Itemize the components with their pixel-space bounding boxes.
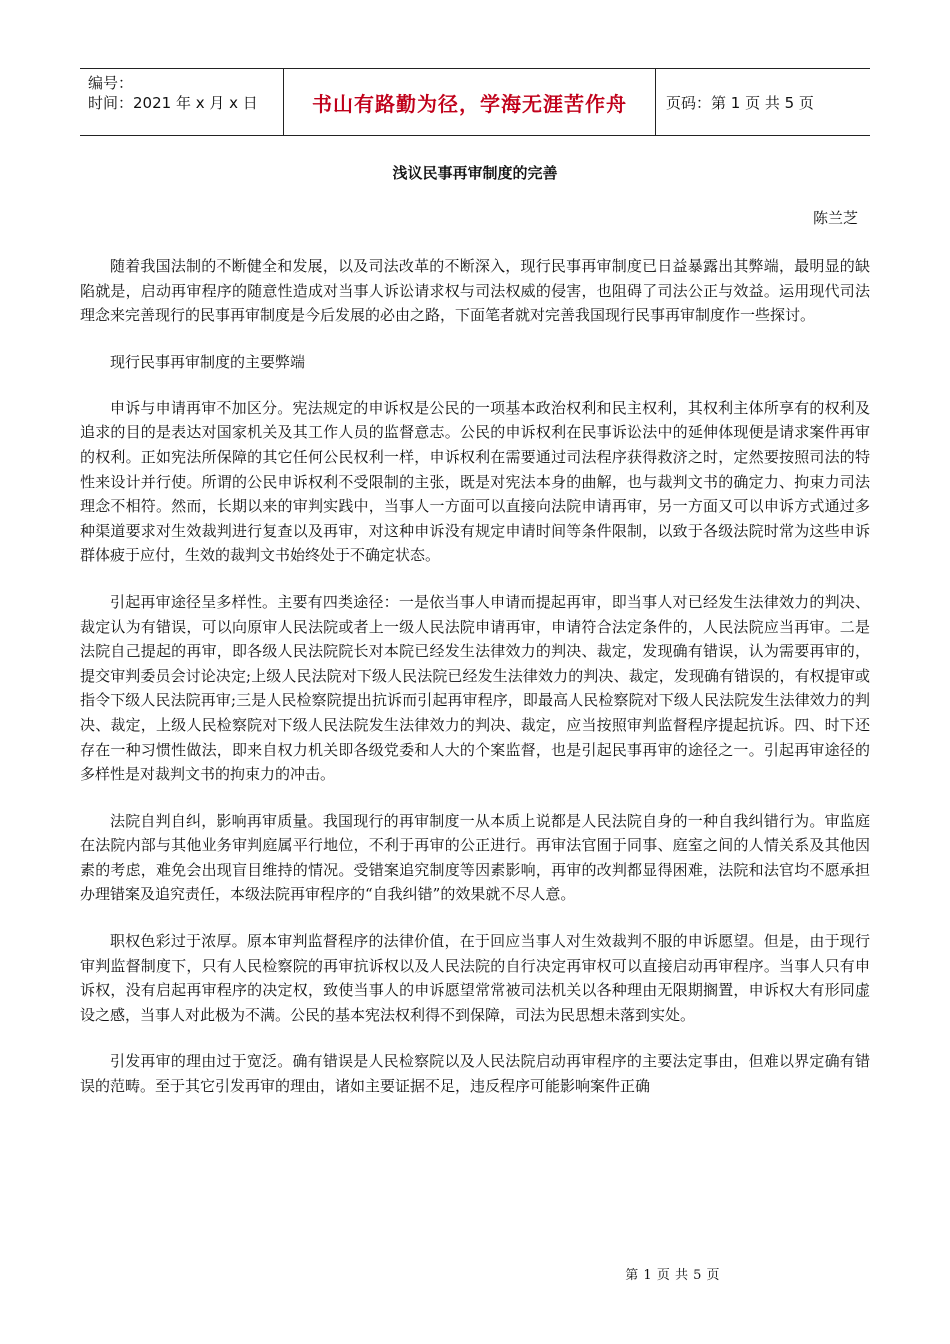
header-page-cell: [656, 69, 870, 135]
paragraph-intro: 随着我国法制的不断健全和发展，以及司法改革的不断深入，现行民事再审制度已日益暴露出其弊端，最明显的缺陷就是，启动再审程序的随意性造成对当事人诉讼请求权与司法权威的侵害，也阻碍了司法公正与效益。运用现代司法理念来完善现行的民事再审制度是今后发展的必由之路，下面笔者就对完善我国现行民事再审制度作一些探讨。: [80, 257, 870, 325]
paragraph-self-correction: 法院自判自纠，影响再审质量。我国现行的再审制度一从本质上说都是人民法院自身的一种自我纠错行为。审监庭在法院内部与其他业务审判庭属平行地位，不利于再审的公正进行。再审法官囿于同事、庭室之间的人情关系及其他因素的考虑，难免会出现盲目维持的情况。受错案追究制度等因素影响，再审的改判都显得困难，法院和法官均不愿承担办理错案及追究责任，本级法院再审程序的“自我纠错”的效果就不尽人意。: [80, 811, 870, 904]
paragraph-authority: 职权色彩过于浓厚。原本审判监督程序的法律价值，在于回应当事人对生效裁判不服的申诉愿望。但是，由于现行审判监督制度下，只有人民检察院的再审抗诉权以及人民法院的自行决定再审权可以直接启动再审程序。当事人只有申诉权，没有启起再审程序的决定权，致使当事人的申诉愿望常常被司法机关以各种理由无限期搁置，申诉权大有形同虚设之感，当事人对此极为不满。公民的基本宪法权利得不到保障，司法为民思想未落到实处。: [80, 932, 870, 1024]
header-motto: 书山有路勤为径，学海无涯苦作舟: [312, 91, 627, 116]
header-motto-cell: [284, 69, 656, 135]
document-title: 浅议民事再审制度的完善: [392, 164, 558, 182]
paragraph-appeal: 申诉与申请再审不加区分。宪法规定的申诉权是公民的一项基本政治权利和民主权利，其权利主体所享有的权利及追求的目的是表达对国家机关及其工作人员的监督意志。公民的申诉权利在民事诉讼法中的延伸体现便是请求案件再审的权利。正如宪法所保障的其它任何公民权利一样，申诉权利在需要通过司法程序获得救济之时，定然要按照司法的特性来设计并行使。所谓的公民申诉权利不受限制的主张，既是对宪法本身的曲解，也与裁判文书的确定力、拘束力司法理念不相符。然而，长期以来的审判实践中，当事人一方面可以直接向法院申请再审，另一方面又可以申诉方式通过多种渠道要求对生效裁判进行复查以及再审，对这种申诉没有规定申请时间等条件限制，以致于各级法院时常为这些申诉群体疲于应付，生效的裁判文书始终处于不确定状态。: [80, 398, 870, 565]
paragraph-channels: 引起再审途径呈多样性。主要有四类途径：一是依当事人申请而提起再审，即当事人对已经发生法律效力的判决、裁定认为有错误，可以向原审人民法院或者上一级人民法院申请再审，申请符合法定条件的，人民法院应当再审。二是法院自己提起的再审，即各级人民法院院长对本院已经发生法律效力的判决、裁定，发现确有错误，认为需要再审的，提交审判委员会讨论决定;上级人民法院对下级人民法院已经发生法律效力的判决、裁定，发现确有错误的，有权提审或指令下级人民法院再审;三是人民检察院提出抗诉而引起再审程序，即最高人民检察院对下级人民法院发生法律效力的判决、裁定，上级人民检察院对下级人民法院发生法律效力的判决、裁定，应当按照审判监督程序提起抗诉。四、时下还存在一种习惯性做法，即来自权力机关即各级党委和人大的个案监督，也是引起民事再审的途径之一。引起再审途径的多样性是对裁判文书的拘束力的冲击。: [80, 592, 870, 784]
page-header: [80, 68, 870, 136]
document-time-label: 时间：2021 年 x 月 x 日: [88, 94, 258, 112]
header-meta: [80, 69, 284, 135]
paragraph-grounds: 引发再审的理由过于宽泛。确有错误是人民检察院以及人民法院启动再审程序的主要法定事由，但难以界定确有错误的范畴。至于其它引发再审的理由，诸如主要证据不足，违反程序可能影响案件正确: [80, 1052, 870, 1096]
document-author: 陈兰芝: [812, 209, 858, 227]
document-number-label: 编号：: [88, 74, 134, 92]
section-heading: 现行民事再审制度的主要弊端: [110, 352, 306, 371]
page-footer: 第 1 页 共 5 页: [625, 1268, 720, 1283]
header-page-label: 页码：第 1 页 共 5 页: [666, 93, 814, 112]
document-body: [80, 254, 870, 1121]
